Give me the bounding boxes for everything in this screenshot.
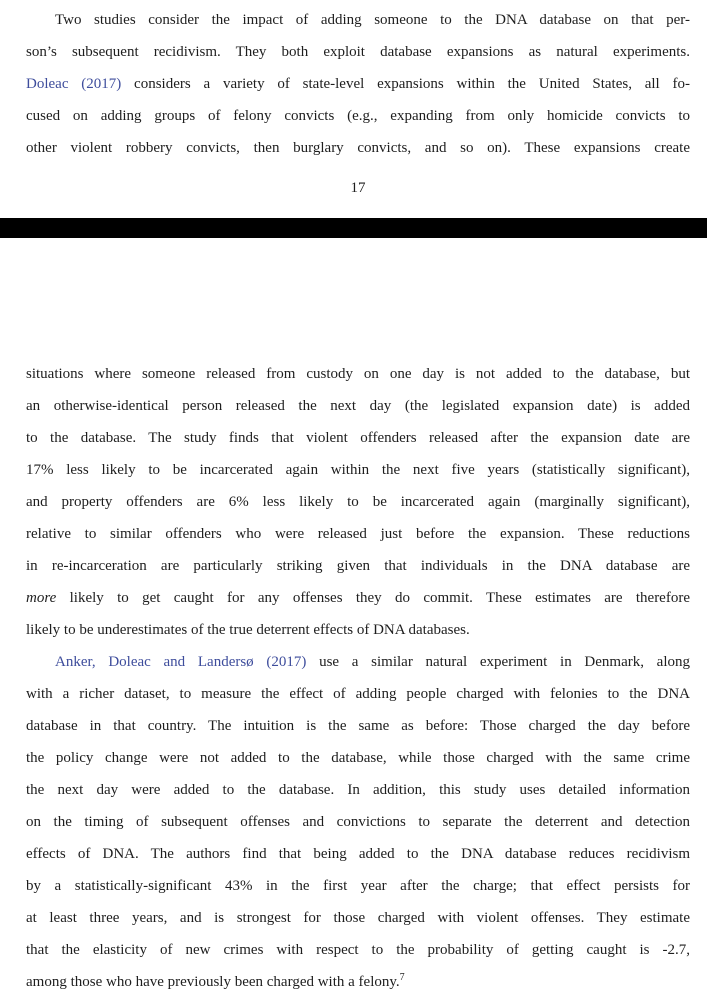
text-line — [26, 100, 690, 132]
text-segment: and property offenders are 6% less likely to be incarcerated again (marginally significant), — [26, 494, 690, 510]
text-segment: that the elasticity of new crimes with respect to the probability of getting caught is -2.7, — [26, 942, 690, 958]
citation-link[interactable]: Doleac (2017) — [26, 76, 122, 92]
text-segment: by a statistically-significant 43% in the first year after the charge; that effect persists for — [26, 878, 690, 894]
text-segment: cused on adding groups of felony convicts (e.g., expanding from only homicide convicts to — [26, 108, 690, 124]
page-gap-bar — [0, 218, 707, 238]
text-segment: at least three years, and is strongest for those charged with violent offenses. They estimate — [26, 910, 690, 926]
emphasized-text: more — [26, 590, 57, 606]
text-segment: an otherwise-identical person released the next day (the legislated expansion date) is added — [26, 398, 690, 414]
text-line — [26, 4, 690, 36]
text-line — [26, 454, 690, 486]
text-segment: likely to get caught for any offenses they do commit. These estimates are therefore — [56, 590, 690, 606]
text-line — [26, 678, 690, 710]
page-17-text-block — [26, 4, 690, 164]
text-segment: on the timing of subsequent offenses and convictions to separate the deterrent and detection — [26, 814, 690, 830]
text-segment: in re-incarceration are particularly striking given that individuals in the DNA database are — [26, 558, 690, 574]
text-segment: other violent robbery convicts, then burglary convicts, and so on). These expansions create — [26, 140, 690, 156]
text-line — [26, 422, 690, 454]
text-line — [26, 358, 690, 390]
text-segment: relative to similar offenders who were released just before the expansion. These reductions — [26, 526, 690, 542]
page-number: 17 — [350, 180, 366, 196]
page-18-text-block — [26, 358, 690, 998]
text-line — [26, 966, 690, 998]
citation-link[interactable]: Anker, Doleac and Landersø (2017) — [55, 654, 307, 670]
footnote-marker-link[interactable]: 7 — [399, 972, 405, 983]
text-segment: the policy change were not added to the database, while those charged with the same crime — [26, 750, 690, 766]
text-line — [26, 806, 690, 838]
text-segment: effects of DNA. The authors find that being added to the DNA database reduces recidivism — [26, 846, 690, 862]
text-segment: the next day were added to the database. In addition, this study uses detailed information — [26, 782, 690, 798]
text-segment: considers a variety of state-level expansions within the United States, all fo- — [121, 76, 691, 92]
text-line — [26, 934, 690, 966]
text-segment: 17% less likely to be incarcerated again within the next five years (statistically significant), — [26, 462, 690, 478]
text-line — [26, 710, 690, 742]
text-line — [26, 550, 690, 582]
text-line — [26, 518, 690, 550]
text-line — [26, 614, 690, 646]
text-line — [26, 774, 690, 806]
text-line — [26, 646, 690, 678]
text-segment: to the database. The study finds that violent offenders released after the expansion date are — [26, 430, 690, 446]
text-segment: likely to be underestimates of the true deterrent effects of DNA databases. — [26, 622, 470, 638]
text-line — [26, 838, 690, 870]
text-segment: among those who have previously been charged with a felony. — [26, 974, 400, 990]
text-segment: Two studies consider the impact of adding someone to the DNA database on that per- — [55, 12, 690, 28]
text-line — [26, 902, 690, 934]
text-line — [26, 742, 690, 774]
text-segment: use a similar natural experiment in Denmark, along — [306, 654, 690, 670]
text-line — [26, 132, 690, 164]
text-line — [26, 390, 690, 422]
text-line — [26, 870, 690, 902]
text-segment: situations where someone released from custody on one day is not added to the database, but — [26, 366, 690, 382]
text-line — [26, 68, 690, 100]
text-line — [26, 36, 690, 68]
text-line — [26, 582, 690, 614]
text-segment: with a richer dataset, to measure the effect of adding people charged with felonies to the DNA — [26, 686, 690, 702]
text-segment: database in that country. The intuition is the same as before: Those charged the day before — [26, 718, 690, 734]
text-segment: son’s subsequent recidivism. They both exploit database expansions as natural experiments. — [26, 44, 690, 60]
text-line — [26, 486, 690, 518]
